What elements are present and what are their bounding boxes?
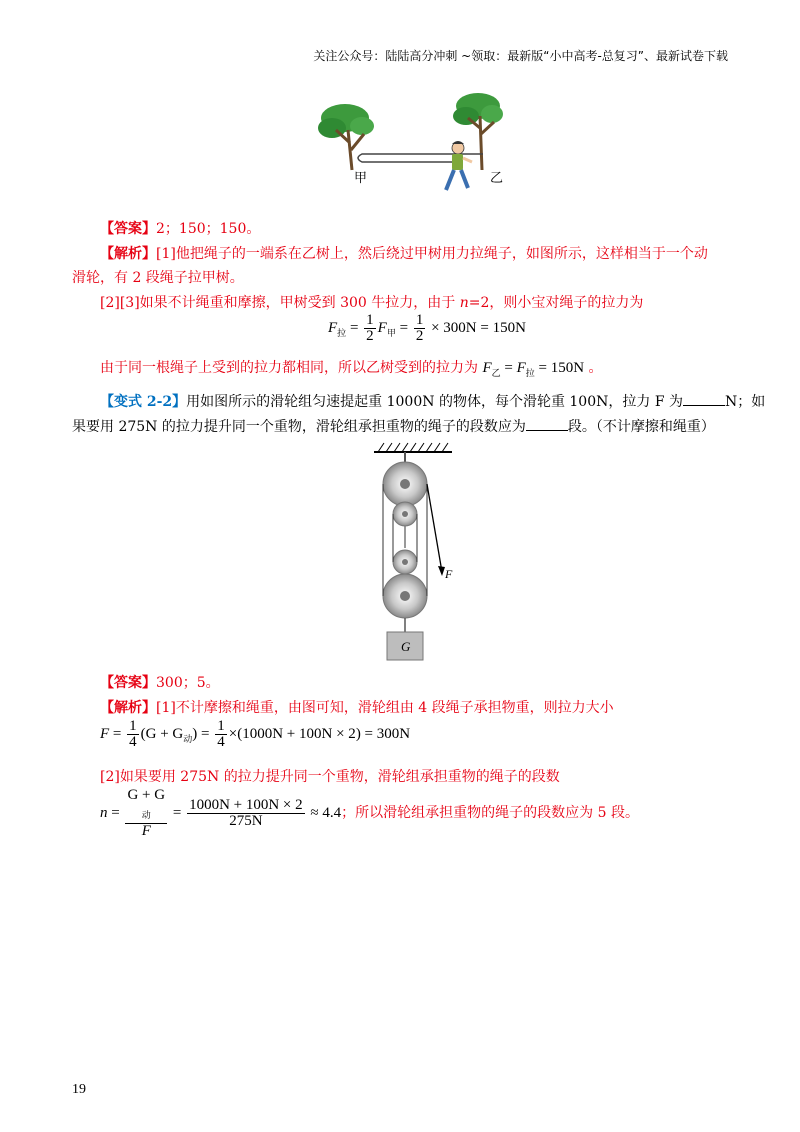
q1-analysis-line1: 【解析】[1]他把绳子的一端系在乙树上，然后绕过甲树用力拉绳子，如图所示，这样相当于一个动	[100, 246, 708, 262]
pulley-system-figure	[370, 440, 460, 662]
q2-formula2: n = G + G $_动$ F = $\frac{1000N + 100N \times 2}{275N}$ ≈ 4.4；所以滑轮组承担重物的绳子的段数应为 5 段。	[100, 787, 639, 839]
page-number: 19	[72, 1082, 86, 1097]
q2-analysis-line2: [2]如果要用 275N 的拉力提升同一个重物，滑轮组承担重物的绳子的段数	[100, 769, 560, 785]
trees-rope-figure	[310, 88, 520, 208]
page-header: 关注公众号：陆陆高分冲刺 ~领取：最新版“小中高考-总复习”、最新试卷下载	[313, 49, 728, 63]
boy-icon	[446, 141, 472, 190]
q1-analysis-line2: 滑轮，有 2 段绳子拉甲树。	[72, 270, 244, 286]
q2-answer: 【答案】300；5。	[100, 675, 220, 691]
q1-analysis-line3: [2][3]如果不计绳重和摩擦，甲树受到 300 牛拉力，由于 n=2，则小宝对绳子的拉力为	[100, 295, 644, 311]
q2-formula1: F = $\frac{1}{4}$ $(G + G_动)$ = $\frac{1}{4}$ ×(1000N + 100N × 2) = 300N	[100, 718, 411, 750]
q2-analysis-line1: 【解析】[1]不计摩擦和绳重，由图可知，滑轮组由 4 段绳子承担物重，则拉力大小	[100, 700, 614, 716]
label-yi: 乙	[490, 171, 504, 186]
label-jia: 甲	[354, 171, 368, 186]
force-label: F	[445, 567, 453, 581]
q1-conclusion: 由于同一根绳子上受到的拉力都相同，所以乙树受到的拉力为 $F_乙 = F_拉 = 150N$ 。	[100, 360, 603, 378]
q1-formula: $F_拉$ = $\frac{1}{2}$ $F_甲$ = $\frac{1}{2}$ × 300N = 150N	[328, 312, 526, 344]
q1-answer: 【答案】2；150；150。	[100, 221, 261, 237]
answer-blank-1	[683, 393, 725, 406]
tree-left-icon	[318, 104, 374, 170]
q2-stem-line1: 【变式 2-2】用如图所示的滑轮组匀速提起重 1000N 的物体，每个滑轮重 100N，拉力 F 为 N；如	[100, 394, 766, 410]
answer-blank-2	[526, 418, 568, 431]
q2-stem-line2: 果要用 275N 的拉力提升同一个重物，滑轮组承担重物的绳子的段数应为 段。（不计摩擦和绳重）	[72, 419, 715, 435]
weight-label: G	[401, 639, 411, 654]
